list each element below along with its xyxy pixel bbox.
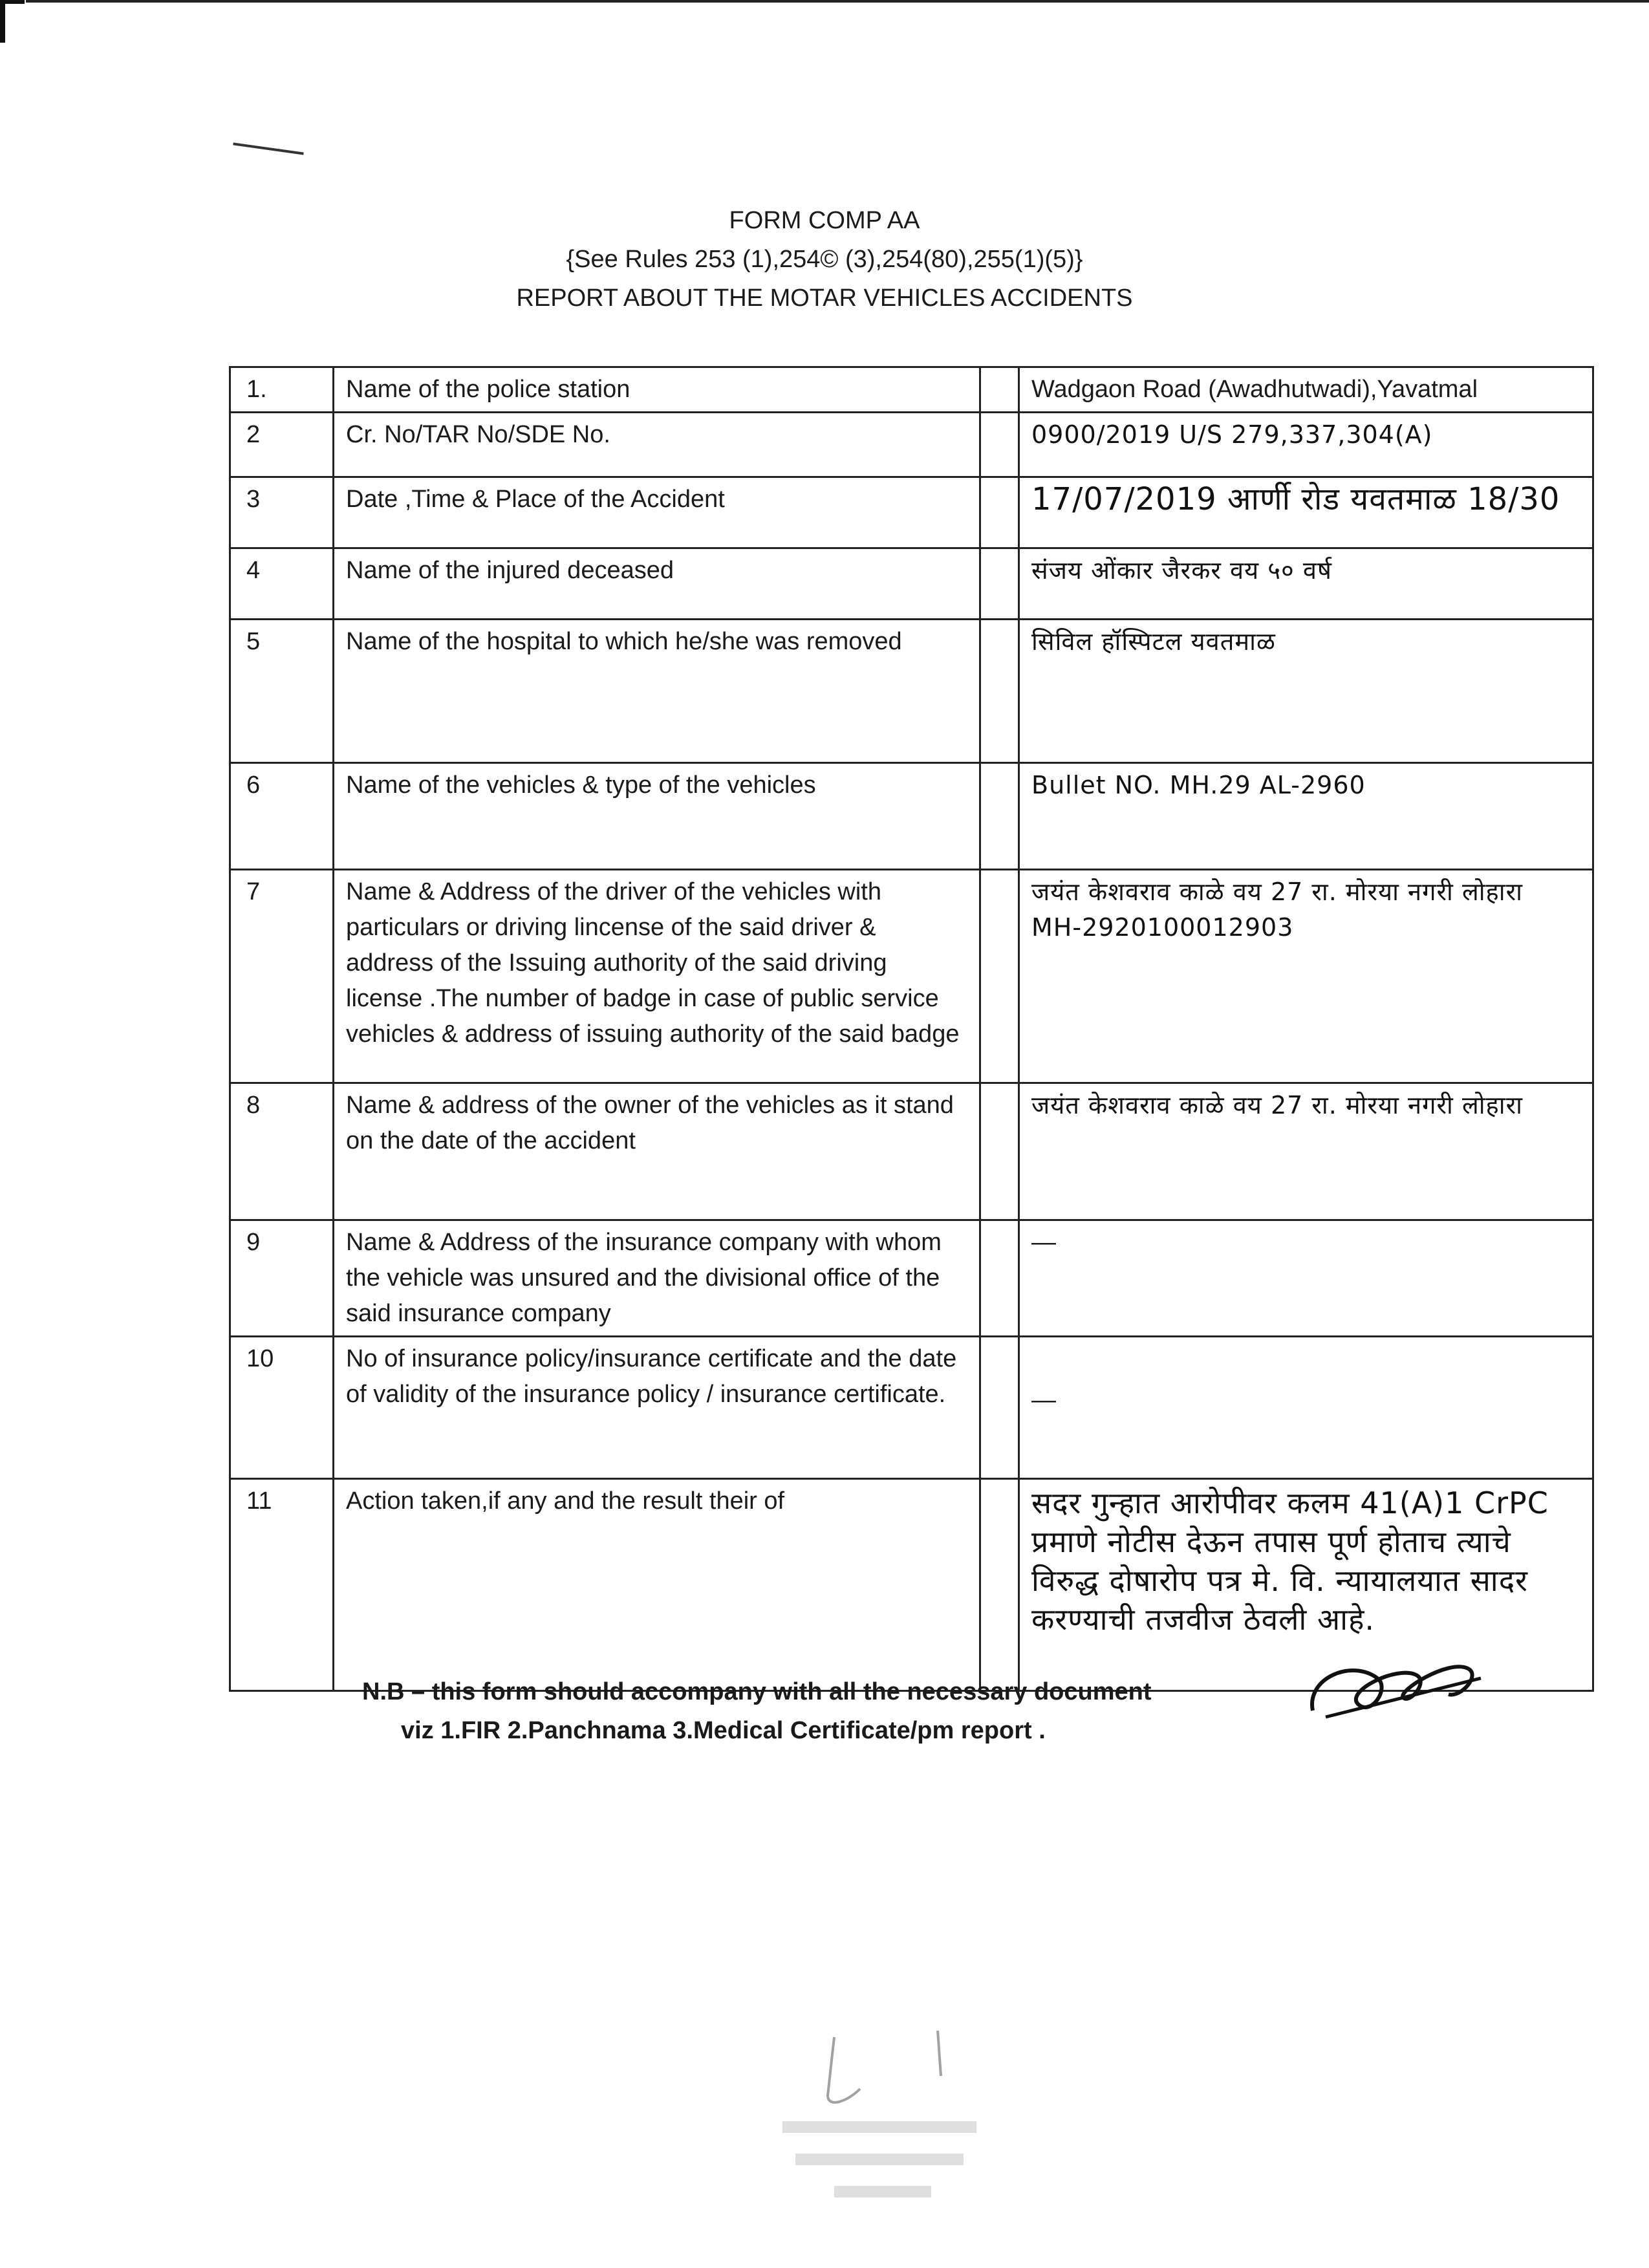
accident-report-table: [229, 366, 1594, 1692]
table-row: [230, 1220, 1593, 1337]
row-number: 9: [230, 1220, 334, 1337]
field-value: संजय ओंकार जैरकर वय ५० वर्ष: [1019, 548, 1593, 620]
row-number: 10: [230, 1337, 334, 1479]
field-value: 0900/2019 U/S 279,337,304(A): [1019, 413, 1593, 477]
field-value: 17/07/2019 आर्णी रोड यवतमाळ 18/30: [1019, 477, 1593, 548]
field-value: सदर गुन्हात आरोपीवर कलम 41(A)1 CrPC प्रमाणे नोटीस देऊन तपास पूर्ण होताच त्याचे विरुद्ध दोषारोप पत्र मे. वि. न्यायालयात सादर करण्याची तजवीज ठेवली आहे.: [1019, 1479, 1593, 1691]
scan-artifact: [233, 142, 303, 155]
table-row: [230, 1083, 1593, 1220]
row-number: 7: [230, 870, 334, 1083]
row-number: 5: [230, 620, 334, 763]
form-rules-reference: {See Rules 253 (1),254© (3),254(80),255(1)(5)}: [566, 246, 1083, 273]
row-number: 6: [230, 763, 334, 870]
table-row: [230, 548, 1593, 620]
field-value: —: [1019, 1337, 1593, 1479]
field-value: —: [1019, 1220, 1593, 1337]
table-row: [230, 620, 1593, 763]
field-label: Name & Address of the driver of the vehicles with particulars or driving lincense of the said driver & address of the Issuing authority of the said driving license .The number of badge in case of public service vehicles & address of issuing authority of the said badge: [334, 870, 980, 1083]
field-label: Name of the police station: [334, 367, 980, 413]
field-label: Name of the hospital to which he/she was removed: [334, 620, 980, 763]
row-number: 1.: [230, 367, 334, 413]
footer-attachments: viz 1.FIR 2.Panchnama 3.Medical Certificate/pm report .: [401, 1717, 1046, 1744]
table-row: [230, 477, 1593, 548]
footer-note: N.B – this form should accompany with all the necessary document: [362, 1678, 1152, 1705]
report-title: REPORT ABOUT THE MOTAR VEHICLES ACCIDENTS: [516, 285, 1133, 312]
field-label: Action taken,if any and the result their of: [334, 1479, 980, 1691]
table-row: [230, 413, 1593, 477]
form-title: FORM COMP AA: [729, 207, 920, 234]
row-number: 8: [230, 1083, 334, 1220]
field-value: जयंत केशवराव काळे वय 27 रा. मोरया नगरी लोहारा MH-2920100012903: [1019, 870, 1593, 1083]
row-number: 4: [230, 548, 334, 620]
table-row: [230, 367, 1593, 413]
field-value: सिविल हॉस्पिटल यवतमाळ: [1019, 620, 1593, 763]
field-value: Bullet NO. MH.29 AL-2960: [1019, 763, 1593, 870]
table-row: [230, 1337, 1593, 1479]
field-value: जयंत केशवराव काळे वय 27 रा. मोरया नगरी लोहारा: [1019, 1083, 1593, 1220]
field-label: Name & address of the owner of the vehicles as it stand on the date of the accident: [334, 1083, 980, 1220]
field-value: Wadgaon Road (Awadhutwadi),Yavatmal: [1019, 367, 1593, 413]
police-station-stamp: [763, 2024, 996, 2218]
field-label: Name & Address of the insurance company with whom the vehicle was unsured and the divisional office of the said insurance company: [334, 1220, 980, 1337]
row-number: 3: [230, 477, 334, 548]
row-number: 2: [230, 413, 334, 477]
officer-signature: [1300, 1639, 1494, 1736]
row-number: 11: [230, 1479, 334, 1691]
field-label: Name of the vehicles & type of the vehicles: [334, 763, 980, 870]
page-top-border: [26, 0, 1649, 3]
scan-corner-mark: [0, 0, 25, 43]
table-row: [230, 763, 1593, 870]
field-label: Name of the injured deceased: [334, 548, 980, 620]
table-row: [230, 870, 1593, 1083]
field-label: No of insurance policy/insurance certificate and the date of validity of the insurance policy / insurance certificate.: [334, 1337, 980, 1479]
field-label: Date ,Time & Place of the Accident: [334, 477, 980, 548]
field-label: Cr. No/TAR No/SDE No.: [334, 413, 980, 477]
